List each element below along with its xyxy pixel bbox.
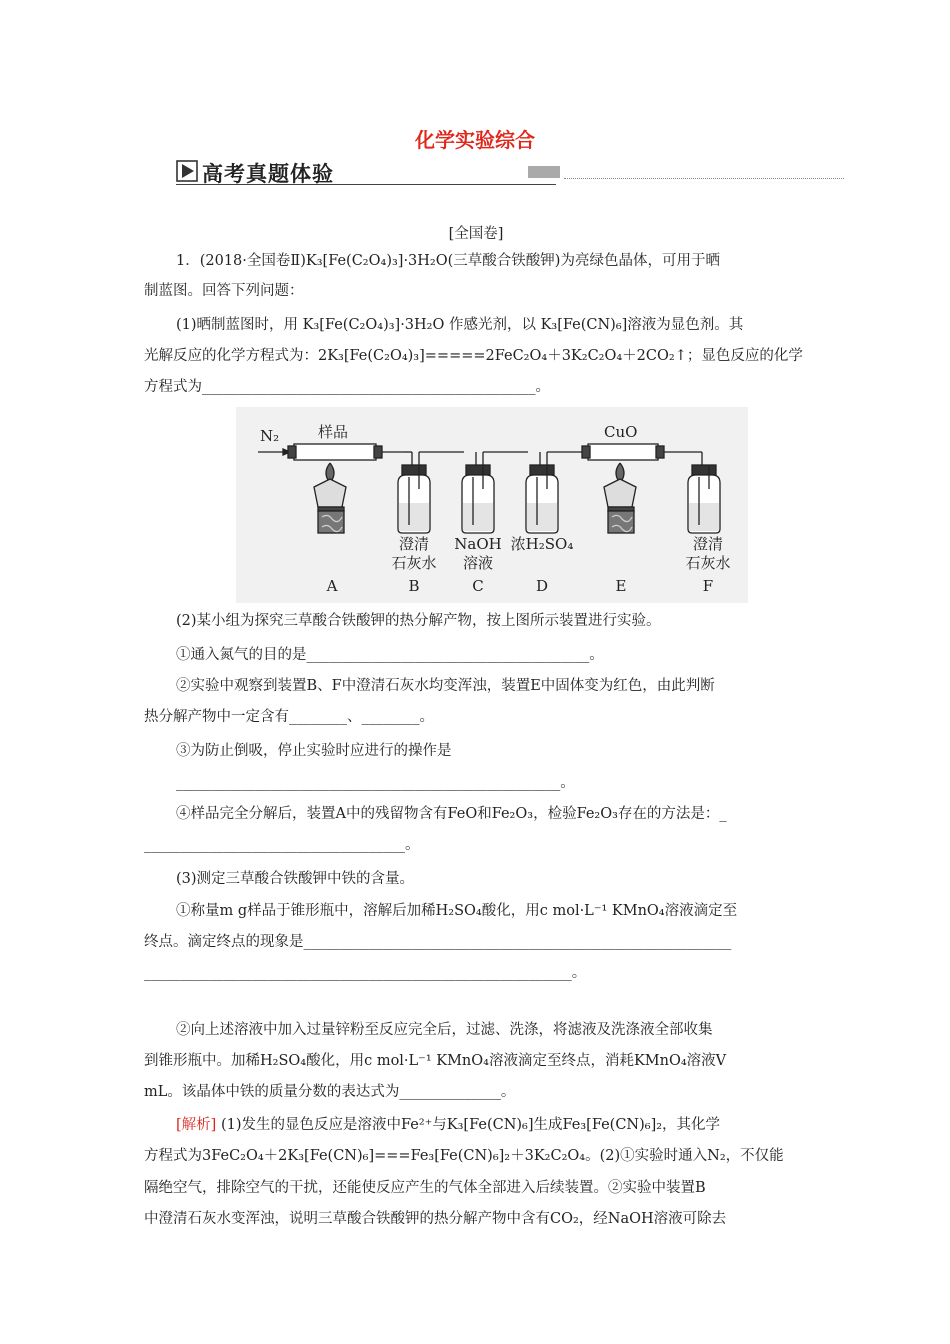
label-cuo: CuO [604,423,638,441]
letter-b: B [408,577,420,595]
question-line: ④样品完全分解后，装置A中的残留物含有FeO和Fe₂O₃，检验Fe₂O₃存在的方法是：_ [176,806,727,822]
section-label: [全国卷] [448,226,504,242]
analysis-line [176,1115,840,1135]
section-banner [176,158,848,186]
analysis-text: (1)发生的显色反应是溶液中Fe²⁺与K₃[Fe(CN)₆]生成Fe₃[Fe(CN)₆]₂，其化学 [220,1117,721,1133]
question-line: (3)测定三草酸合铁酸钾中铁的含量。 [176,871,415,887]
question-line: (1)晒制蓝图时，用 K₃[Fe(C₂O₄)₃]·3H₂O 作感光剂，以 K₃[Fe(CN)₆]溶液为显色剂。其 [176,317,744,333]
letter-e: E [615,577,627,595]
page-title: 化学实验综合 [415,128,535,152]
apparatus-diagram [236,407,748,603]
letter-c: C [472,577,484,595]
analysis-line: 方程式为3FeC₂O₄＋2K₃[Fe(CN)₆]===Fe₃[Fe(CN)₆]₂＋3K₂C₂O₄。(2)①实验时通入N₂，不仅能 [144,1148,784,1164]
question-line: ③为防止倒吸，停止实验时应进行的操作是 [176,743,452,759]
label-b-1: 澄清 [398,535,430,553]
question-line: 1．(2018·全国卷Ⅱ)K₃[Fe(C₂O₄)₃]·3H₂O(三草酸合铁酸钾)为亮绿色晶体，可用于晒 [176,253,720,269]
question-line: _____________________________________________________。 [176,775,575,791]
label-c-1: NaOH [454,535,502,553]
question-line: ②实验中观察到装置B、F中澄清石灰水均变浑浊，装置E中固体变为红色，由此判断 [176,678,715,694]
banner-dotted-line [564,178,844,179]
question-line: ②向上述溶液中加入过量锌粉至反应完全后，过滤、洗涤，将滤液及洗涤液全部收集 [176,1022,713,1038]
label-f-2: 石灰水 [685,554,731,572]
question-line: ____________________________________。 [144,837,420,853]
question-line: ___________________________________________________________。 [144,965,587,981]
question-line: (2)某小组为探究三草酸合铁酸钾的热分解产物，按上图所示装置进行实验。 [176,613,661,629]
letter-d: D [535,577,549,595]
letter-a: A [326,577,338,595]
analysis-line: 中澄清石灰水变浑浊，说明三草酸合铁酸钾的热分解产物中含有CO₂，经NaOH溶液可除去 [144,1211,727,1227]
banner-underline [176,184,556,185]
question-line: 终点。滴定终点的现象是___________________________________________________________ [144,934,732,950]
banner-text: 高考真题体验 [202,162,334,186]
analysis-line: 隔绝空气，排除空气的干扰，还能使反应产生的气体全部进入后续装置。②实验中装置B [144,1180,706,1196]
question-line: mL。该晶体中铁的质量分数的表达式为______________。 [144,1084,516,1100]
question-line: ①称量m g样品于锥形瓶中，溶解后加稀H₂SO₄酸化，用c mol·L⁻¹ KMnO₄溶液滴定至 [176,903,738,919]
question-line: 制蓝图。回答下列问题： [144,283,304,299]
question-line: 光解反应的化学方程式为：2K₃[Fe(C₂O₄)₃]=====2FeC₂O₄＋3K₂C₂O₄＋2CO₂↑；显色反应的化学 [144,348,803,364]
arrow-icon [176,160,198,182]
question-line: ①通入氮气的目的是_______________________________________。 [176,647,604,663]
label-c-2: 溶液 [462,554,494,572]
label-f-1: 澄清 [692,535,724,553]
label-n2: N₂ [260,427,280,445]
banner-gray-block [528,166,560,178]
label-sample: 样品 [318,423,349,441]
label-b-2: 石灰水 [391,554,437,572]
question-line: 到锥形瓶中。加稀H₂SO₄酸化，用c mol·L⁻¹ KMnO₄溶液滴定至终点，消耗KMnO₄溶液V [144,1053,727,1069]
question-line: 热分解产物中一定含有________、________。 [144,709,434,725]
question-line: 方程式为______________________________________________。 [144,379,550,395]
label-d: 浓H₂SO₄ [510,535,574,553]
analysis-label: [解析] [176,1117,217,1133]
letter-f: F [702,577,714,595]
